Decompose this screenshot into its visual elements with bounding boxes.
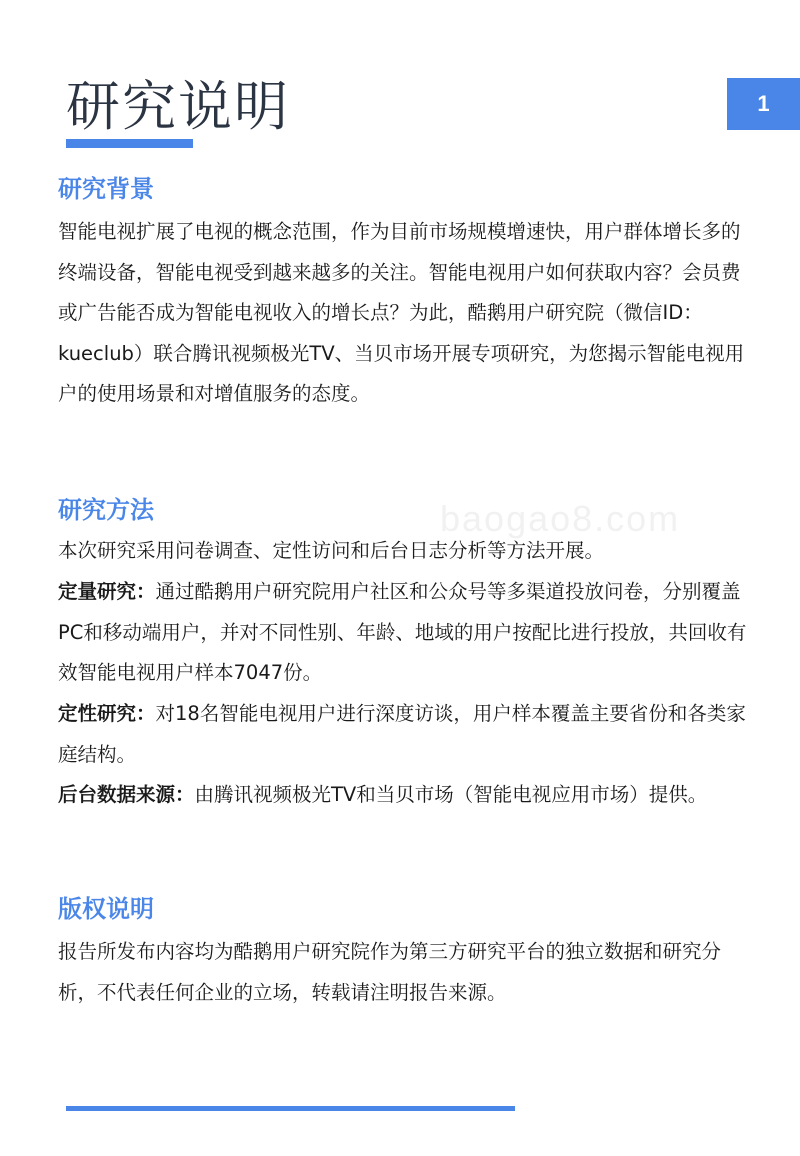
watermark: baogao8.com — [440, 498, 681, 539]
qualitative-label: 定性研究： — [58, 702, 156, 725]
section-heading-background: 研究背景 — [58, 175, 154, 203]
backend-text: 由腾讯视频极光TV和当贝市场（智能电视应用市场）提供。 — [194, 783, 708, 806]
page-number-badge: 1 — [727, 78, 800, 130]
method-qualitative — [58, 694, 748, 775]
quantitative-label: 定量研究： — [58, 580, 156, 603]
copyright-paragraph: 报告所发布内容均为酷鹅用户研究院作为第三方研究平台的独立数据和研究分析，不代表任何企业的立场，转载请注明报告来源。 — [58, 940, 722, 1004]
method-backend — [58, 775, 748, 816]
section-heading-method: 研究方法 — [58, 496, 154, 524]
backend-label: 后台数据来源： — [58, 783, 195, 806]
method-quantitative — [58, 572, 748, 694]
qualitative-text: 对18名智能电视用户进行深度访谈，用户样本覆盖主要省份和各类家庭结构。 — [58, 702, 746, 766]
page-title: 研究说明 — [66, 75, 290, 138]
section-heading-copyright: 版权说明 — [58, 895, 154, 923]
title-underline — [66, 139, 193, 148]
quantitative-text: 通过酷鹅用户研究院用户社区和公众号等多渠道投放问卷，分别覆盖PC和移动端用户，并对不同性别、年龄、地域的用户按配比进行投放，共回收有效智能电视用户样本7047份。 — [58, 580, 747, 684]
bottom-divider — [66, 1106, 515, 1111]
background-paragraph: 智能电视扩展了电视的概念范围，作为目前市场规模增速快，用户群体增长多的终端设备，智能电视受到越来越多的关注。智能电视用户如何获取内容？会员费或广告能否成为智能电视收入的增长点？为此，酷鹅用户研究院（微信ID：kueclub）联合腾讯视频极光TV、当贝市场开展专项研究，为您揭示智能电视用户的使用场景和对增值服务的态度。 — [58, 220, 745, 405]
method-intro: 本次研究采用问卷调查、定性访问和后台日志分析等方法开展。 — [58, 539, 605, 562]
